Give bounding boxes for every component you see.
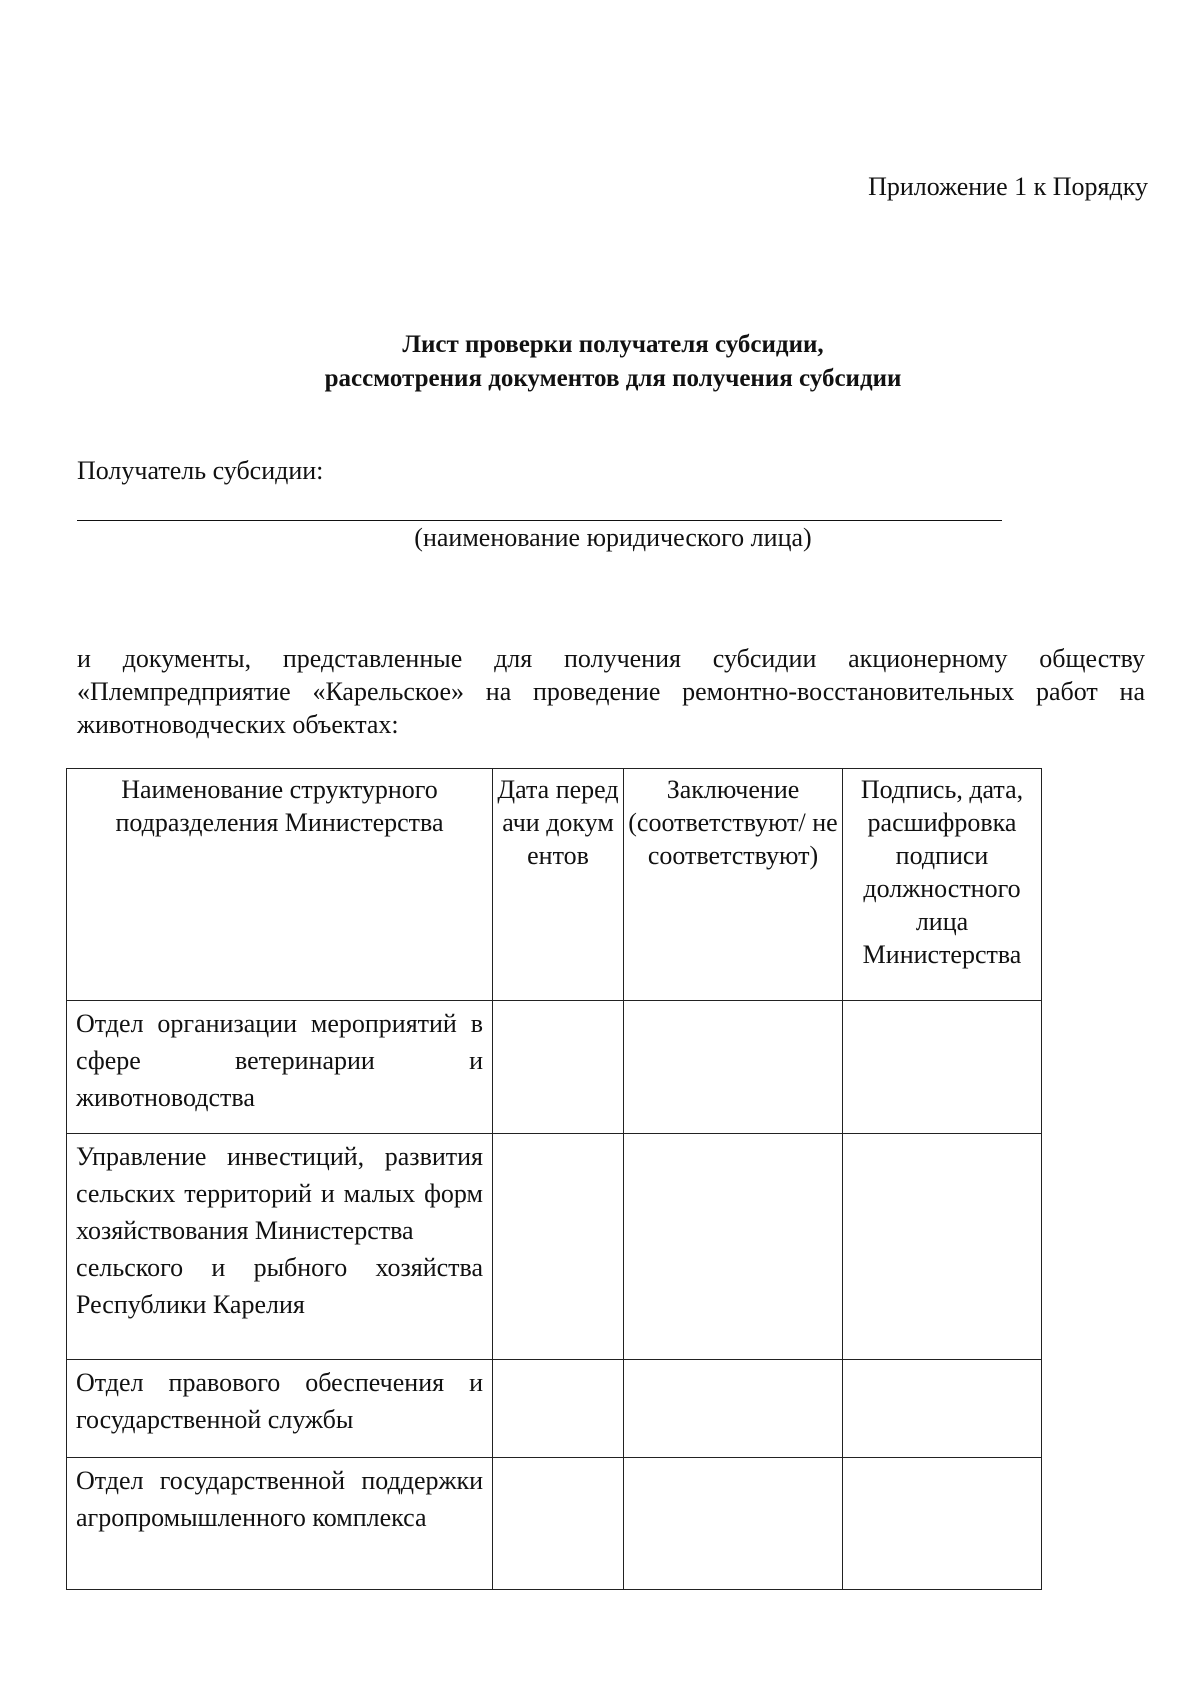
intro-paragraph: и документы, представленные для получения субсидии акционерному обществу «Племпредприятие «Карельское» на проведение ремонтно-восстановительных работ на животноводческих объектах:: [77, 644, 1145, 739]
date-cell: [493, 1360, 624, 1458]
header-date: Дата передачи документов: [493, 769, 624, 1001]
date-cell: [493, 1134, 624, 1360]
header-signature: Подпись, дата, расшифровка подписи должностного лица Министерства: [843, 769, 1042, 1001]
date-cell: [493, 1458, 624, 1590]
conclusion-cell: [624, 1458, 843, 1590]
date-cell: [493, 1001, 624, 1134]
signature-cell: [843, 1360, 1042, 1458]
checklist-table: [66, 768, 1042, 1590]
department-cell: [67, 1134, 493, 1360]
signature-cell: [843, 1001, 1042, 1134]
table-header-row: [67, 769, 1042, 1001]
table-row: [67, 1134, 1042, 1360]
header-conclusion: Заключение (соответствуют/ не соответствуют): [624, 769, 843, 1001]
table-row: [67, 1458, 1042, 1590]
title-line-2: рассмотрения документов для получения субсидии: [324, 365, 902, 392]
table-row: [67, 1001, 1042, 1134]
conclusion-cell: [624, 1001, 843, 1134]
department-cell: Отдел государственной поддержки агропромышленного комплекса: [67, 1458, 493, 1590]
conclusion-cell: [624, 1134, 843, 1360]
department-text-part-2: сельского и рыбного хозяйства Республики Карелия: [76, 1253, 483, 1319]
appendix-label: Приложение 1 к Порядку: [868, 172, 1148, 201]
recipient-fill-line: [77, 520, 1002, 521]
recipient-label: Получатель субсидии:: [77, 456, 324, 485]
signature-cell: [843, 1458, 1042, 1590]
department-cell: Отдел правового обеспечения и государственной службы: [67, 1360, 493, 1458]
conclusion-cell: [624, 1360, 843, 1458]
recipient-caption: (наименование юридического лица): [414, 523, 812, 552]
department-cell: Отдел организации мероприятий в сфере ветеринарии и животноводства: [67, 1001, 493, 1134]
table-row: [67, 1360, 1042, 1458]
document-title: [0, 328, 1200, 396]
title-line-1: Лист проверки получателя субсидии,: [402, 331, 824, 358]
header-department: Наименование структурного подразделения Министерства: [67, 769, 493, 1001]
department-text-part-1: Управление инвестиций, развития сельских территорий и малых форм хозяйствования Министерства: [76, 1142, 483, 1245]
signature-cell: [843, 1134, 1042, 1360]
